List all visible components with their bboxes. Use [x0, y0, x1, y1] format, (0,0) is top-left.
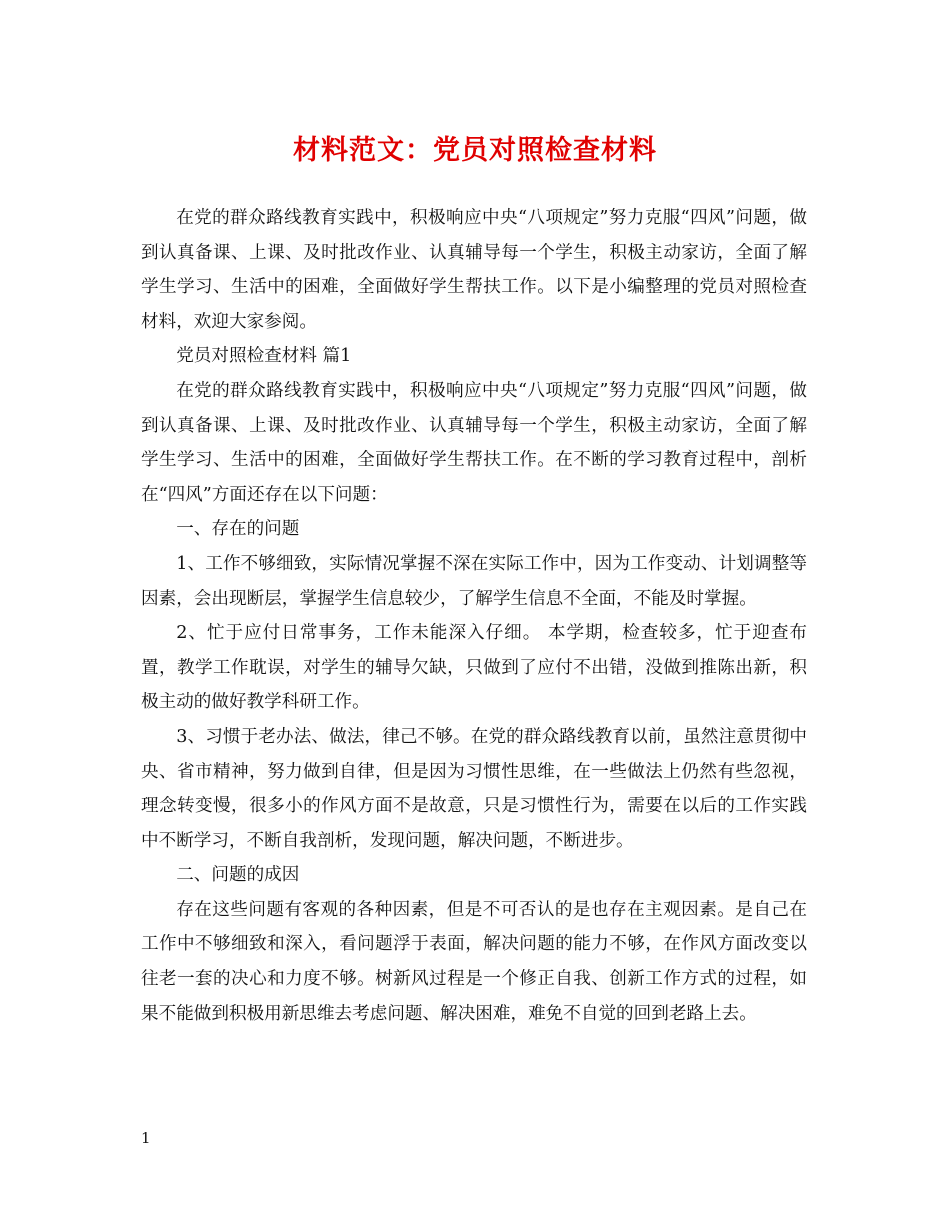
list-item-problem-2: 2、忙于应付日常事务，工作未能深入仔细。 本学期，检查较多，忙于迎查布置，教学工作耽误，对学生的辅导欠缺，只做到了应付不出错，没做到推陈出新，积极主动的做好教学科研工作。	[141, 623, 807, 713]
body-paragraph: 在党的群众路线教育实践中，积极响应中央“八项规定”努力克服“四风”问题，做到认真备课、上课、及时批改作业、认真辅导每一个学生，积极主动家访，全面了解学生学习、生活中的困难，全面做好学生帮扶工作。在不断的学习教育过程中，剖析在“四风”方面还存在以下问题：	[141, 380, 807, 505]
document-title: 材料范文：党员对照检查材料	[293, 135, 657, 166]
section-heading-causes: 二、问题的成因	[176, 865, 300, 886]
list-item-problem-1: 1、工作不够细致，实际情况掌握不深在实际工作中，因为工作变动、计划调整等因素，会出现断层，掌握学生信息较少，了解学生信息不全面，不能及时掌握。	[141, 553, 807, 609]
page-number: 1	[141, 1129, 151, 1147]
body-paragraph-causes: 存在这些问题有客观的各种因素，但是不可否认的是也存在主观因素。是自己在工作中不够细致和深入，看问题浮于表面，解决问题的能力不够，在作风方面改变以往老一套的决心和力度不够。树新风过程是一个修正自我、创新工作方式的过程，如果不能做到积极用新思维去考虑问题、解决困难，难免不自觉的回到老路上去。	[141, 899, 807, 1024]
section-heading-part1: 党员对照检查材料 篇1	[176, 346, 352, 367]
document-body	[141, 201, 807, 1031]
list-item-problem-3: 3、习惯于老办法、做法，律己不够。在党的群众路线教育以前，虽然注意贯彻中央、省市精神，努力做到自律，但是因为习惯性思维，在一些做法上仍然有些忽视，理念转变慢，很多小的作风方面不是故意，只是习惯性行为，需要在以后的工作实践中不断学习，不断自我剖析，发现问题，解决问题，不断进步。	[141, 726, 807, 851]
section-heading-problems: 一、存在的问题	[176, 519, 300, 540]
intro-paragraph: 在党的群众路线教育实践中，积极响应中央“八项规定”努力克服“四风”问题，做到认真备课、上课、及时批改作业、认真辅导每一个学生，积极主动家访，全面了解学生学习、生活中的困难，全面做好学生帮扶工作。以下是小编整理的党员对照检查材料，欢迎大家参阅。	[141, 208, 807, 332]
